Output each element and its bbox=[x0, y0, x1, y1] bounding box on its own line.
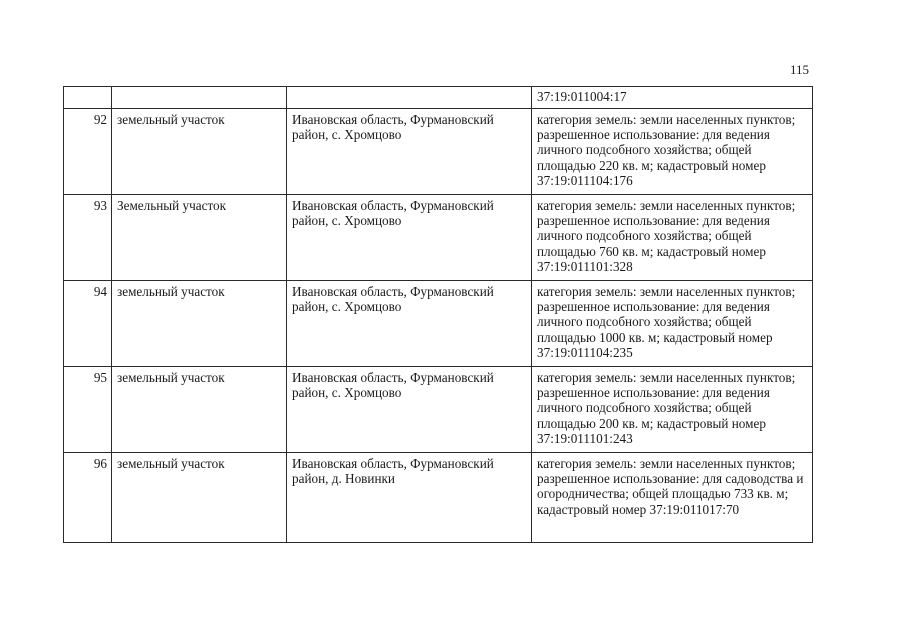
property-address: Ивановская область, Фурмановский район, с. Хромцово bbox=[287, 195, 532, 281]
property-description: категория земель: земли населенных пунктов; разрешенное использование: для ведения личного подсобного хозяйства; общей площадью 200 кв. м; кадастровый номер 37:19:011101:243 bbox=[532, 367, 813, 453]
table-row-continuation bbox=[64, 87, 813, 109]
property-description: категория земель: земли населенных пунктов; разрешенное использование: для ведения личного подсобного хозяйства; общей площадью 220 кв. м; кадастровый номер 37:19:011104:176 bbox=[532, 109, 813, 195]
property-description: 37:19:011004:17 bbox=[532, 87, 813, 109]
property-address: Ивановская область, Фурмановский район, с. Хромцово bbox=[287, 109, 532, 195]
row-number: 96 bbox=[64, 453, 112, 543]
property-address: Ивановская область, Фурмановский район, д. Новинки bbox=[287, 453, 532, 543]
property-address: Ивановская область, Фурмановский район, с. Хромцово bbox=[287, 281, 532, 367]
row-number: 95 bbox=[64, 367, 112, 453]
row-number: 93 bbox=[64, 195, 112, 281]
property-description: категория земель: земли населенных пунктов; разрешенное использование: для ведения личного подсобного хозяйства; общей площадью 760 кв. м; кадастровый номер 37:19:011101:328 bbox=[532, 195, 813, 281]
table-row bbox=[64, 195, 813, 281]
table-row bbox=[64, 109, 813, 195]
property-name bbox=[112, 87, 287, 109]
property-name: земельный участок bbox=[112, 453, 287, 543]
page-number: 115 bbox=[790, 62, 810, 77]
table-row bbox=[64, 281, 813, 367]
property-table bbox=[63, 86, 813, 543]
property-name: земельный участок bbox=[112, 281, 287, 367]
property-description: категория земель: земли населенных пунктов; разрешенное использование: для садоводства и огородничества; общей площадью 733 кв. м; кадастровый номер 37:19:011017:70 bbox=[532, 453, 813, 543]
row-number: 92 bbox=[64, 109, 112, 195]
property-name: Земельный участок bbox=[112, 195, 287, 281]
property-name: земельный участок bbox=[112, 367, 287, 453]
row-number: 94 bbox=[64, 281, 112, 367]
property-address: Ивановская область, Фурмановский район, с. Хромцово bbox=[287, 367, 532, 453]
table-row bbox=[64, 367, 813, 453]
table-row bbox=[64, 453, 813, 543]
property-address bbox=[287, 87, 532, 109]
property-description: категория земель: земли населенных пунктов; разрешенное использование: для ведения личного подсобного хозяйства; общей площадью 1000 кв. м; кадастровый номер 37:19:011104:235 bbox=[532, 281, 813, 367]
property-name: земельный участок bbox=[112, 109, 287, 195]
row-number bbox=[64, 87, 112, 109]
